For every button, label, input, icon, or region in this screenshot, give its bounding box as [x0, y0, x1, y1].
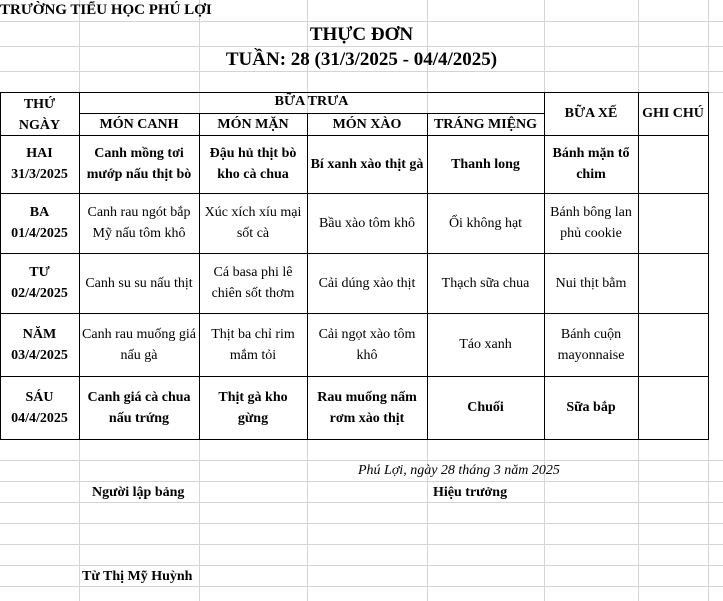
savory-cell: Cá basa phi lê chiên sốt thơm [211, 265, 295, 301]
snack-cell: Bánh mặn tổ chim [552, 146, 630, 182]
dessert-cell: Chuối [467, 400, 504, 415]
preparer-label: Người lập bảng [92, 485, 185, 500]
note-cell [638, 193, 708, 253]
day-cell [0, 376, 79, 439]
dessert-cell: Thanh long [451, 156, 520, 172]
soup-cell: Canh mồng tơi mướp nấu thịt bò [86, 146, 192, 182]
day-name: TƯ [29, 265, 50, 280]
dessert-cell: Táo xanh [459, 337, 512, 352]
snack-cell: Bánh cuộn mayonnaise [557, 326, 625, 363]
header-lunch: BỮA TRƯA [274, 94, 349, 109]
note-cell [638, 376, 708, 439]
stirfry-cell: Cải ngọt xào tôm khô [318, 326, 416, 363]
day-name: SÁU [25, 389, 54, 405]
page-title: THỰC ĐƠN [309, 24, 414, 45]
day-date: 04/4/2025 [11, 410, 68, 426]
day-cell [0, 135, 79, 193]
header-note: GHI CHÚ [642, 106, 704, 121]
stirfry-cell: Cải dúng xào thịt [318, 275, 416, 291]
day-date: 02/4/2025 [11, 286, 68, 301]
stirfry-cell: Bí xanh xào thịt gà [310, 156, 424, 172]
principal-label: Hiệu trưởng [433, 485, 508, 500]
header-snack: BỮA XẾ [564, 106, 618, 121]
header-dessert: TRÁNG MIỆNG [433, 117, 538, 132]
day-name: BA [29, 205, 50, 220]
savory-cell: Xúc xích xíu mại sốt cà [204, 205, 302, 241]
savory-cell: Đậu hủ thịt bò kho cà chua [209, 146, 297, 182]
header-day [0, 94, 79, 136]
stirfry-cell: Rau muống nấm rơm xào thịt [317, 389, 417, 426]
note-cell [638, 135, 708, 193]
soup-cell: Canh rau ngót bắp Mỹ nấu tôm khô [87, 205, 191, 241]
day-cell [0, 193, 79, 253]
snack-cell: Nui thịt bằm [555, 275, 627, 291]
header-stirfry: MÓN XÀO [332, 117, 402, 132]
soup-cell: Canh su su nấu thịt [85, 275, 193, 291]
day-date: 03/4/2025 [11, 347, 68, 363]
signature-date: Phú Lợi, ngày 28 tháng 3 năm 2025 [358, 463, 560, 478]
day-name: NĂM [22, 326, 57, 342]
note-cell [638, 253, 708, 313]
day-cell [0, 253, 79, 313]
header-day-line2: NGÀY [18, 118, 61, 133]
week-range: TUẦN: 28 (31/3/2025 - 04/4/2025) [225, 49, 498, 70]
stirfry-cell: Bầu xào tôm khô [318, 215, 416, 231]
day-date: 31/3/2025 [11, 167, 68, 182]
snack-cell: Bánh bông lan phủ cookie [550, 205, 632, 241]
header-soup: MÓN CANH [99, 117, 179, 132]
savory-cell: Thịt ba chỉ rim mắm tỏi [211, 326, 295, 363]
day-cell [0, 313, 79, 376]
day-date: 01/4/2025 [11, 226, 68, 241]
dessert-cell: Thạch sữa chua [441, 275, 530, 291]
school-name: TRƯỜNG TIỂU HỌC PHÚ LỢI [0, 2, 212, 18]
dessert-cell: Ổi không hạt [448, 215, 523, 231]
snack-cell: Sữa bắp [566, 400, 616, 415]
header-savory: MÓN MẶN [217, 117, 289, 132]
savory-cell: Thịt gà kho gừng [218, 389, 288, 426]
header-day-line1: THỨ [23, 97, 56, 112]
note-cell [638, 313, 708, 376]
soup-cell: Canh rau muống giá nấu gà [82, 326, 196, 363]
day-name: HAI [26, 146, 53, 161]
preparer-name: Từ Thị Mỹ Huỳnh [82, 569, 193, 584]
soup-cell: Canh giá cà chua nấu trứng [87, 389, 191, 426]
